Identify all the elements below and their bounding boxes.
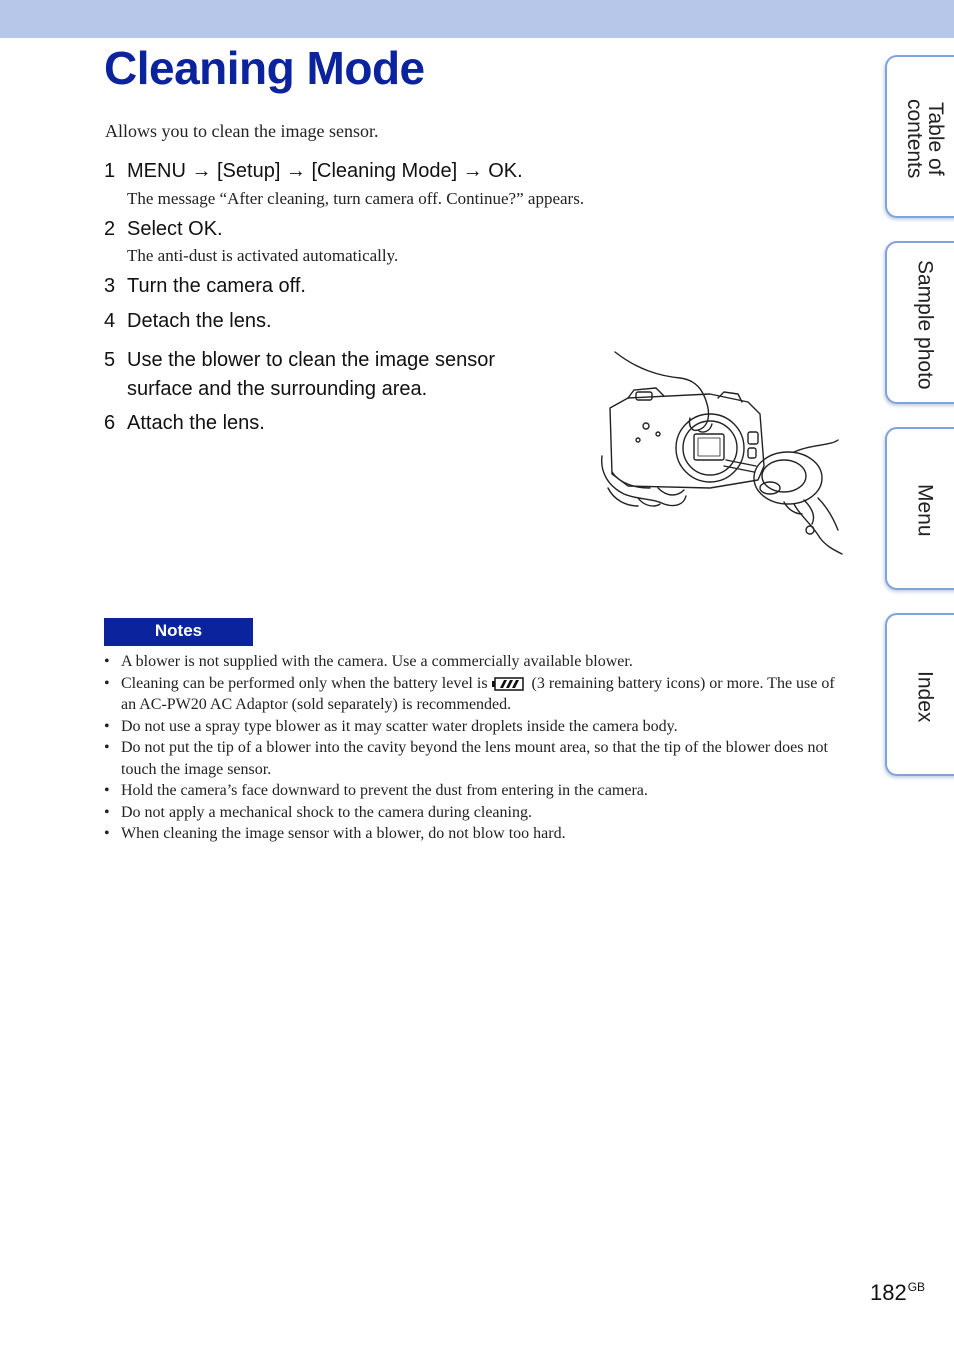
note-item: • Do not apply a mechanical shock to the camera during cleaning. [104, 802, 849, 824]
step-number: 4 [104, 310, 116, 332]
header-band [0, 0, 954, 38]
note-item [104, 673, 849, 716]
step-4 [104, 307, 272, 336]
step-text: Turn the camera off. [127, 275, 306, 297]
step-1 [104, 157, 523, 186]
page-number [870, 1280, 925, 1306]
tab-sample-photo[interactable] [885, 241, 954, 404]
camera-cleaning-illustration [598, 348, 846, 556]
note-item: • Do not use a spray type blower as it may scatter water droplets inside the camera body. [104, 716, 849, 738]
tab-label: Sample photo [913, 259, 937, 390]
tab-table-of-contents[interactable] [885, 55, 954, 218]
step-number: 3 [104, 275, 116, 297]
page-title: Cleaning Mode [104, 42, 425, 94]
step-5 [104, 346, 557, 404]
page-number-value: 182 [870, 1280, 907, 1305]
step-number: 5 [104, 349, 116, 371]
notes-list [104, 651, 849, 845]
note-item: • Hold the camera’s face downward to prevent the dust from entering in the camera. [104, 780, 849, 802]
note-item: • A blower is not supplied with the camera. Use a commercially available blower. [104, 651, 849, 673]
step-2 [104, 215, 223, 244]
tab-label: Index [913, 670, 937, 723]
tab-menu[interactable] [885, 427, 954, 590]
note-item: • Do not put the tip of a blower into the cavity beyond the lens mount area, so that the tip of the blower does not touch the image sensor. [104, 737, 849, 780]
step-text: Attach the lens. [127, 412, 265, 434]
step-text: MENU → [Setup] → [Cleaning Mode] → OK. [127, 160, 523, 182]
step-text: Use the blower to clean the image sensor surface and the surrounding area. [127, 349, 495, 400]
step-number: 2 [104, 218, 116, 240]
step-number: 1 [104, 160, 116, 182]
intro-text: Allows you to clean the image sensor. [105, 121, 379, 141]
note-text: (3 remaining battery icons) or more. The use of an AC-PW20 AC Adaptor (sold separately) is recommended. [121, 674, 835, 713]
step-3 [104, 272, 306, 301]
step-1-note: The message “After cleaning, turn camera off. Continue?” appears. [127, 189, 585, 208]
step-text: Detach the lens. [127, 310, 272, 332]
step-6 [104, 409, 265, 438]
notes-badge: Notes [104, 618, 253, 646]
step-number: 6 [104, 412, 116, 434]
note-item: • When cleaning the image sensor with a blower, do not blow too hard. [104, 823, 849, 845]
tab-label: Menu [913, 484, 937, 537]
tab-label: Table of contents [903, 98, 947, 179]
tab-index[interactable] [885, 613, 954, 776]
page-number-suffix: GB [907, 1280, 926, 1294]
step-2-note: The anti-dust is activated automatically. [127, 246, 399, 265]
step-text: Select OK. [127, 218, 223, 240]
note-text: Cleaning can be performed only when the battery level is [121, 674, 488, 692]
battery-icon [492, 677, 524, 691]
